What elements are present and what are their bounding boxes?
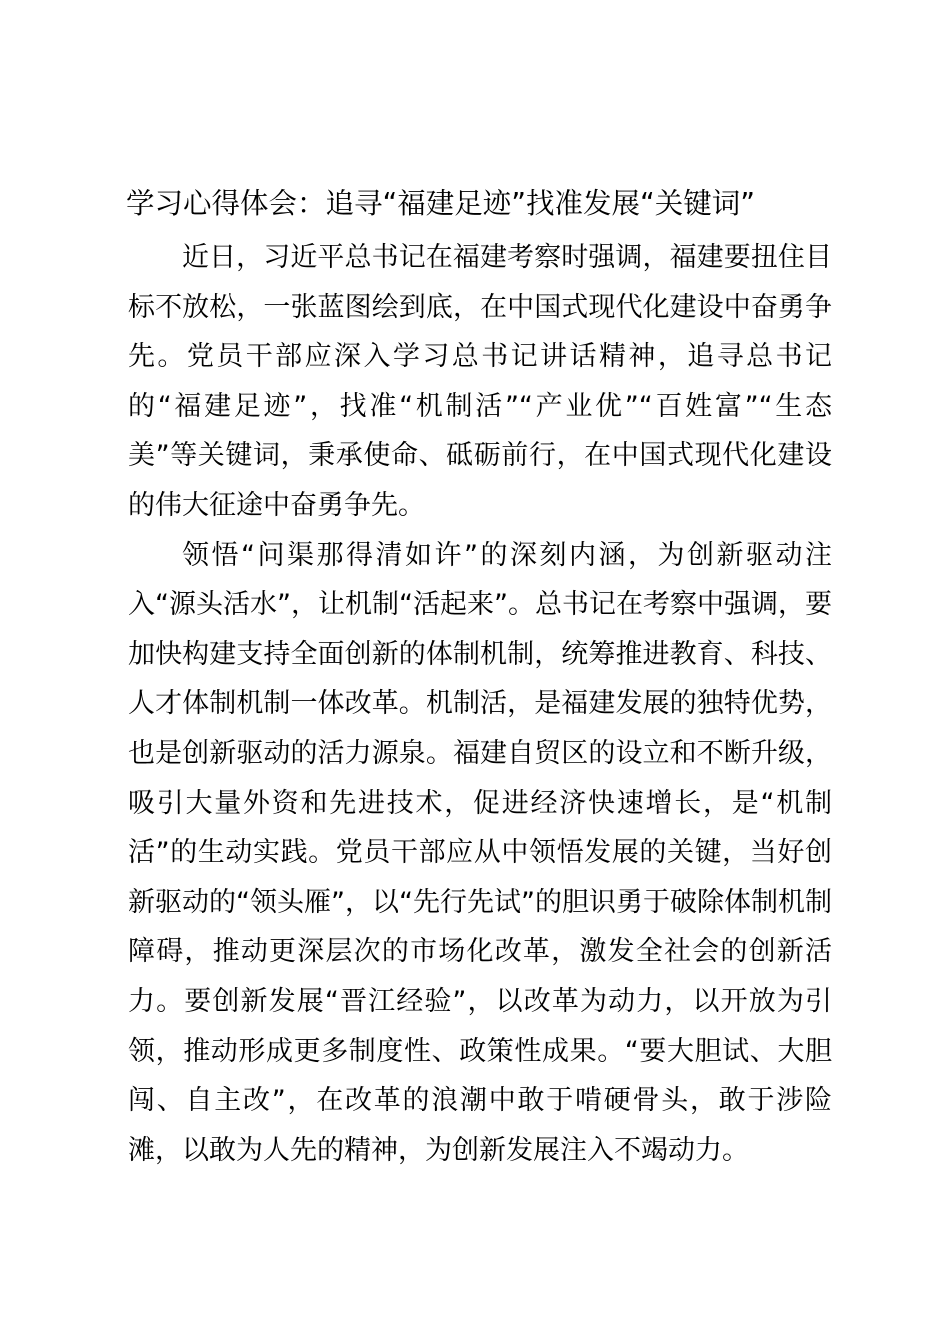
paragraph-intro: 近日，习近平总书记在福建考察时强调，福建要扭住目标不放松，一张蓝图绘到底，在中国式现代化建设中奋勇争先。党员干部应深入学习总书记讲话精神，追寻总书记的“福建足迹”，找准“机制活”“产业优”“百姓富”“生态美”等关键词，秉承使命、砥砺前行，在中国式现代化建设的伟大征途中奋勇争先。 xyxy=(128,242,832,521)
document-title: 学习心得体会：追寻“福建足迹”找准发展“关键词” xyxy=(126,187,756,220)
paragraph-mechanism: 领悟“问渠那得清如许”的深刻内涵，为创新驱动注入“源头活水”，让机制“活起来”。总书记在考察中强调，要加快构建支持全面创新的体制机制，统筹推进教育、科技、人才体制机制一体改革。机制活，是福建发展的独特优势，也是创新驱动的活力源泉。福建自贸区的设立和不断升级，吸引大量外资和先进技术，促进经济快速增长，是“机制活”的生动实践。党员干部应从中领悟发展的关键，当好创新驱动的“领头雁”，以“先行先试”的胆识勇于破除体制机制障碍，推动更深层次的市场化改革，激发全社会的创新活力。要创新发展“晋江经验”，以改革为动力，以开放为引领，推动形成更多制度性、政策性成果。“要大胆试、大胆闯、自主改”，在改革的浪潮中敢于啃硬骨头，敢于涉险滩，以敢为人先的精神，为创新发展注入不竭动力。 xyxy=(128,539,832,1166)
document-body xyxy=(128,233,832,1175)
